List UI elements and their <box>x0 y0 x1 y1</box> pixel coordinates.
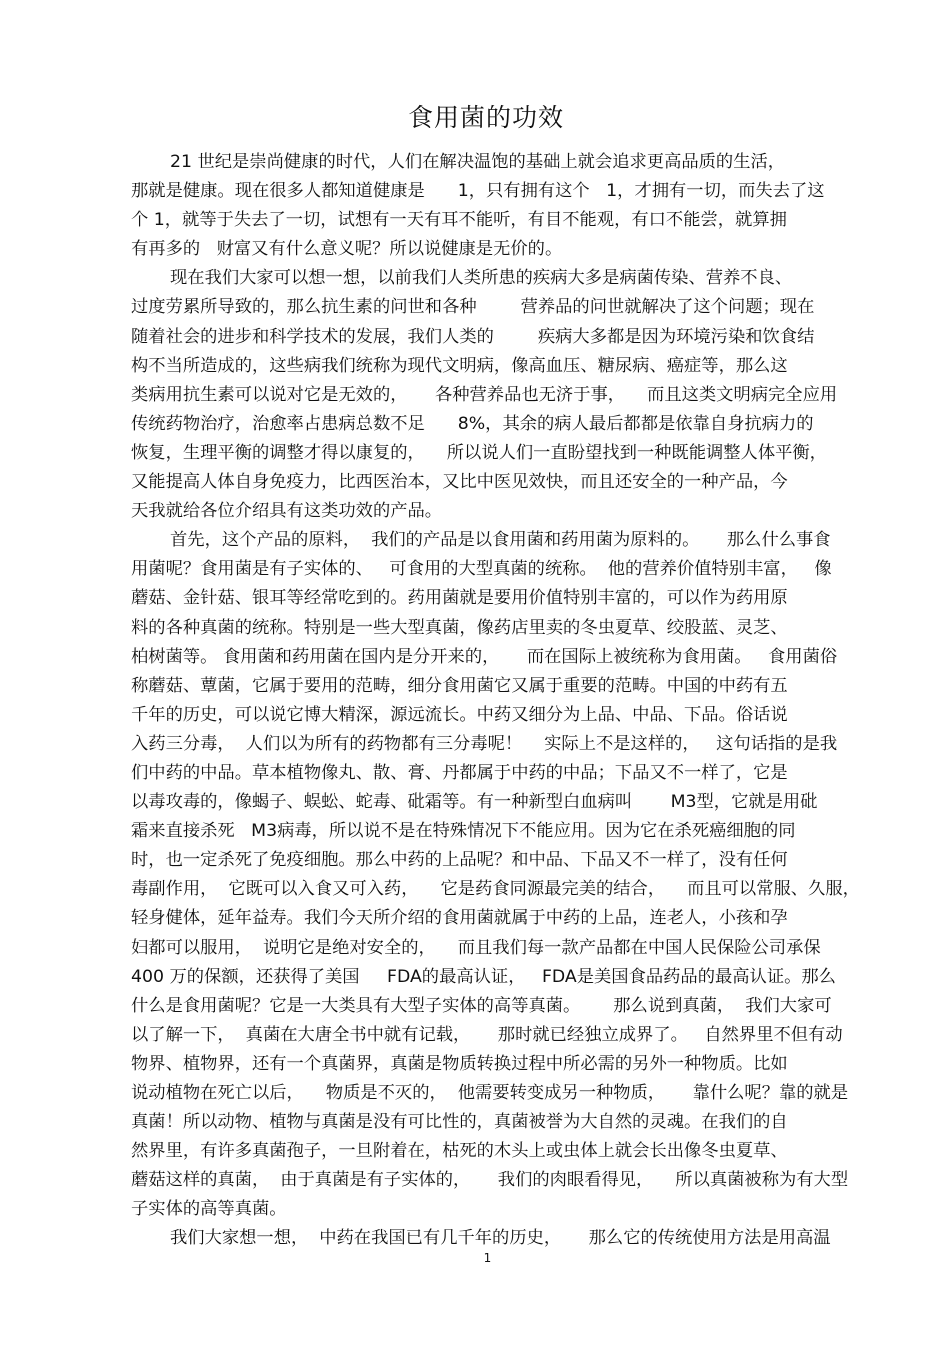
paragraph-3-line-16: 400 万的保额，还获得了美国 FDA的最高认证， FDA是美国食品药品的最高认证。那么 <box>131 966 836 987</box>
paragraph-2-line-9: 天我就给各位介绍具有这类功效的产品。 <box>131 501 443 522</box>
paragraph-3-line-3: 蘑菇、金针菇、银耳等经常吃到的。药用菌就是要用价值特别丰富的，可以作为药用原 <box>131 588 788 609</box>
paragraph-2-line-1: 现在我们大家可以想一想，以前我们人类所患的疾病大多是病菌传染、营养不良、 <box>170 268 793 289</box>
paragraph-3-line-9: 们中药的中品。草本植物像丸、散、膏、丹都属于中药的中品；下品又不一样了，它是 <box>131 762 788 783</box>
paragraph-2-line-7: 恢复，生理平衡的调整才得以康复的， 所以说人们一直盼望找到一种既能调整人体平衡， <box>131 442 827 463</box>
paragraph-3-line-13: 毒副作用， 它既可以入食又可入药， 它是药食同源最完美的结合， 而且可以常服、久服， <box>131 879 860 900</box>
paragraph-2-line-6: 传统药物治疗，治愈率占患病总数不足 8%，其余的病人最后都都是依靠自身抗病力的 <box>131 413 814 434</box>
paragraph-2-line-4: 构不当所造成的，这些病我们统称为现代文明病，像高血压、糖尿病、癌症等，那么这 <box>131 355 788 376</box>
paragraph-3-line-17: 什么是食用菌呢？它是一大类具有大型子实体的高等真菌。 那么说到真菌， 我们大家可 <box>131 995 832 1016</box>
paragraph-3-line-4: 料的各种真菌的统称。特别是一些大型真菌，像药店里卖的冬虫夏草、绞股蓝、灵芝、 <box>131 617 788 638</box>
paragraph-2-line-8: 又能提高人体自身免疫力，比西医治本，又比中医见效快，而且还安全的一种产品，今 <box>131 472 788 493</box>
paragraph-3-line-22: 然界里，有许多真菌孢子，一旦附着在，枯死的木头上或虫体上就会长出像冬虫夏草、 <box>131 1141 788 1162</box>
paragraph-1-line-2: 那就是健康。现在很多人都知道健康是 1，只有拥有这个 1，才拥有一切，而失去了这 <box>131 181 825 202</box>
paragraph-3-line-11: 霜来直接杀死 M3病毒，所以说不是在特殊情况下不能应用。因为它在杀死癌细胞的同 <box>131 821 796 842</box>
paragraph-1-line-1: 21 世纪是崇尚健康的时代，人们在解决温饱的基础上就会追求更高品质的生活， <box>170 152 786 172</box>
paragraph-3-line-12: 时，也一定杀死了免疫细胞。那么中药的上品呢？和中品、下品又不一样了，没有任何 <box>131 850 788 871</box>
paragraph-3-line-19: 物界、植物界，还有一个真菌界，真菌是物质转换过程中所必需的另外一种物质。比如 <box>131 1053 788 1074</box>
page-number: 1 <box>483 1251 492 1265</box>
paragraph-2-line-2: 过度劳累所导致的，那么抗生素的问世和各种 营养品的问世就解决了这个问题；现在 <box>131 297 815 318</box>
paragraph-3-line-10: 以毒攻毒的，像蝎子、蜈蚣、蛇毒、砒霜等。有一种新型白血病叫 M3型，它就是用砒 <box>131 792 818 813</box>
paragraph-3-line-6: 称蘑菇、蕈菌，它属于要用的范畴，细分食用菌它又属于重要的范畴。中国的中药有五 <box>131 675 788 696</box>
paragraph-4-line-1: 我们大家想一想， 中药在我国已有几千年的历史， 那么它的传统使用方法是用高温 <box>170 1228 831 1249</box>
paragraph-2-line-5: 类病用抗生素可以说对它是无效的， 各种营养品也无济于事， 而且这类文明病完全应用 <box>131 384 838 405</box>
paragraph-3-line-7: 千年的历史，可以说它博大精深，源远流长。中药又细分为上品、中品、下品。俗话说 <box>131 704 788 725</box>
paragraph-3-line-5: 柏树菌等。 食用菌和药用菌在国内是分开来的， 而在国际上被统称为食用菌。 食用菌俗 <box>131 646 838 667</box>
paragraph-2-line-3: 随着社会的进步和科学技术的发展，我们人类的 疾病大多都是因为环境污染和饮食结 <box>131 326 815 347</box>
document-body <box>131 148 860 1254</box>
paragraph-3-line-20: 说动植物在死亡以后， 物质是不灭的， 他需要转变成另一种物质， 靠什么呢？靠的就是 <box>131 1083 849 1103</box>
paragraph-1-line-4: 有再多的 财富又有什么意义呢？所以说健康是无价的。 <box>131 239 563 260</box>
paragraph-3-line-24: 子实体的高等真菌。 <box>131 1199 287 1220</box>
paragraph-3-line-21: 真菌！所以动物、植物与真菌是没有可比性的，真菌被誉为大自然的灵魂。在我们的自 <box>131 1112 788 1133</box>
paragraph-3-line-8: 入药三分毒， 人们以为所有的药物都有三分毒呢！ 实际上不是这样的， 这句话指的是我 <box>131 733 838 754</box>
paragraph-3-line-23: 蘑菇这样的真菌， 由于真菌是有子实体的， 我们的肉眼看得见， 所以真菌被称为有大型 <box>131 1170 849 1191</box>
document-title: 食用菌的功效 <box>407 103 564 132</box>
paragraph-3-line-2: 用菌呢？食用菌是有子实体的、 可食用的大型真菌的统称。 他的营养价值特别丰富， 像 <box>131 559 832 580</box>
paragraph-1-line-3: 个 1，就等于失去了一切，试想有一天有耳不能听，有目不能观，有口不能尝，就算拥 <box>131 210 787 231</box>
paragraph-3-line-1: 首先，这个产品的原料， 我们的产品是以食用菌和药用菌为原料的。 那么什么事食 <box>170 530 831 551</box>
paragraph-3-line-15: 妇都可以服用， 说明它是绝对安全的， 而且我们每一款产品都在中国人民保险公司承保 <box>131 937 821 958</box>
paragraph-3-line-14: 轻身健体，延年益寿。我们今天所介绍的食用菌就属于中药的上品，连老人，小孩和孕 <box>131 908 788 929</box>
paragraph-3-line-18: 以了解一下， 真菌在大唐全书中就有记载， 那时就已经独立成界了。 自然界里不但有动 <box>131 1024 843 1045</box>
